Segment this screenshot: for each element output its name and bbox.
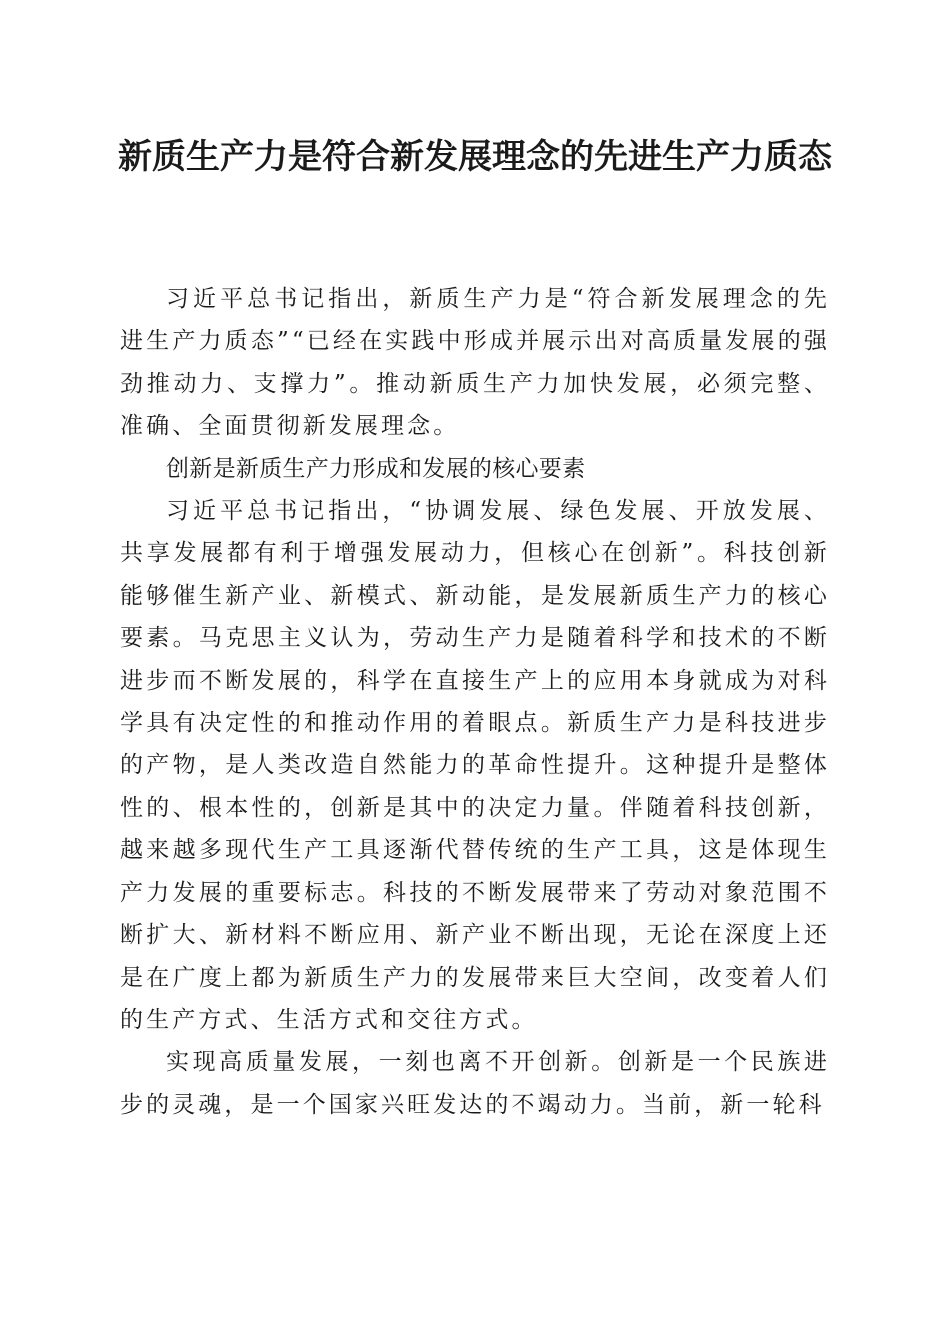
- document-title: 新质生产力是符合新发展理念的先进生产力质态: [118, 137, 832, 177]
- document-body: [120, 278, 830, 1126]
- paragraph-intro: 习近平总书记指出，新质生产力是“符合新发展理念的先进生产力质态”“已经在实践中形成并展示出对高质量发展的强劲推动力、支撑力”。推动新质生产力加快发展，必须完整、准确、全面贯彻新发展理念。: [120, 286, 830, 440]
- paragraph-innovation: 习近平总书记指出，“协调发展、绿色发展、开放发展、共享发展都有利于增强发展动力，但核心在创新”。科技创新能够催生新产业、新模式、新动能，是发展新质生产力的核心要素。马克思主义认为，劳动生产力是随着科学和技术的不断进步而不断发展的，科学在直接生产上的应用本身就成为对科学具有决定性的和推动作用的着眼点。新质生产力是科技进步的产物，是人类改造自然能力的革命性提升。这种提升是整体性的、根本性的，创新是其中的决定力量。伴随着科技创新，越来越多现代生产工具逐渐代替传统的生产工具，这是体现生产力发展的重要标志。科技的不断发展带来了劳动对象范围不断扩大、新材料不断应用、新产业不断出现，无论在深度上还是在广度上都为新质生产力的发展带来巨大空间，改变着人们的生产方式、生活方式和交往方式。: [120, 498, 830, 1033]
- paragraph-quality-development: 实现高质量发展，一刻也离不开创新。创新是一个民族进步的灵魂，是一个国家兴旺发达的不竭动力。当前，新一轮科: [120, 1049, 830, 1118]
- section-subheading: 创新是新质生产力形成和发展的核心要素: [166, 455, 586, 482]
